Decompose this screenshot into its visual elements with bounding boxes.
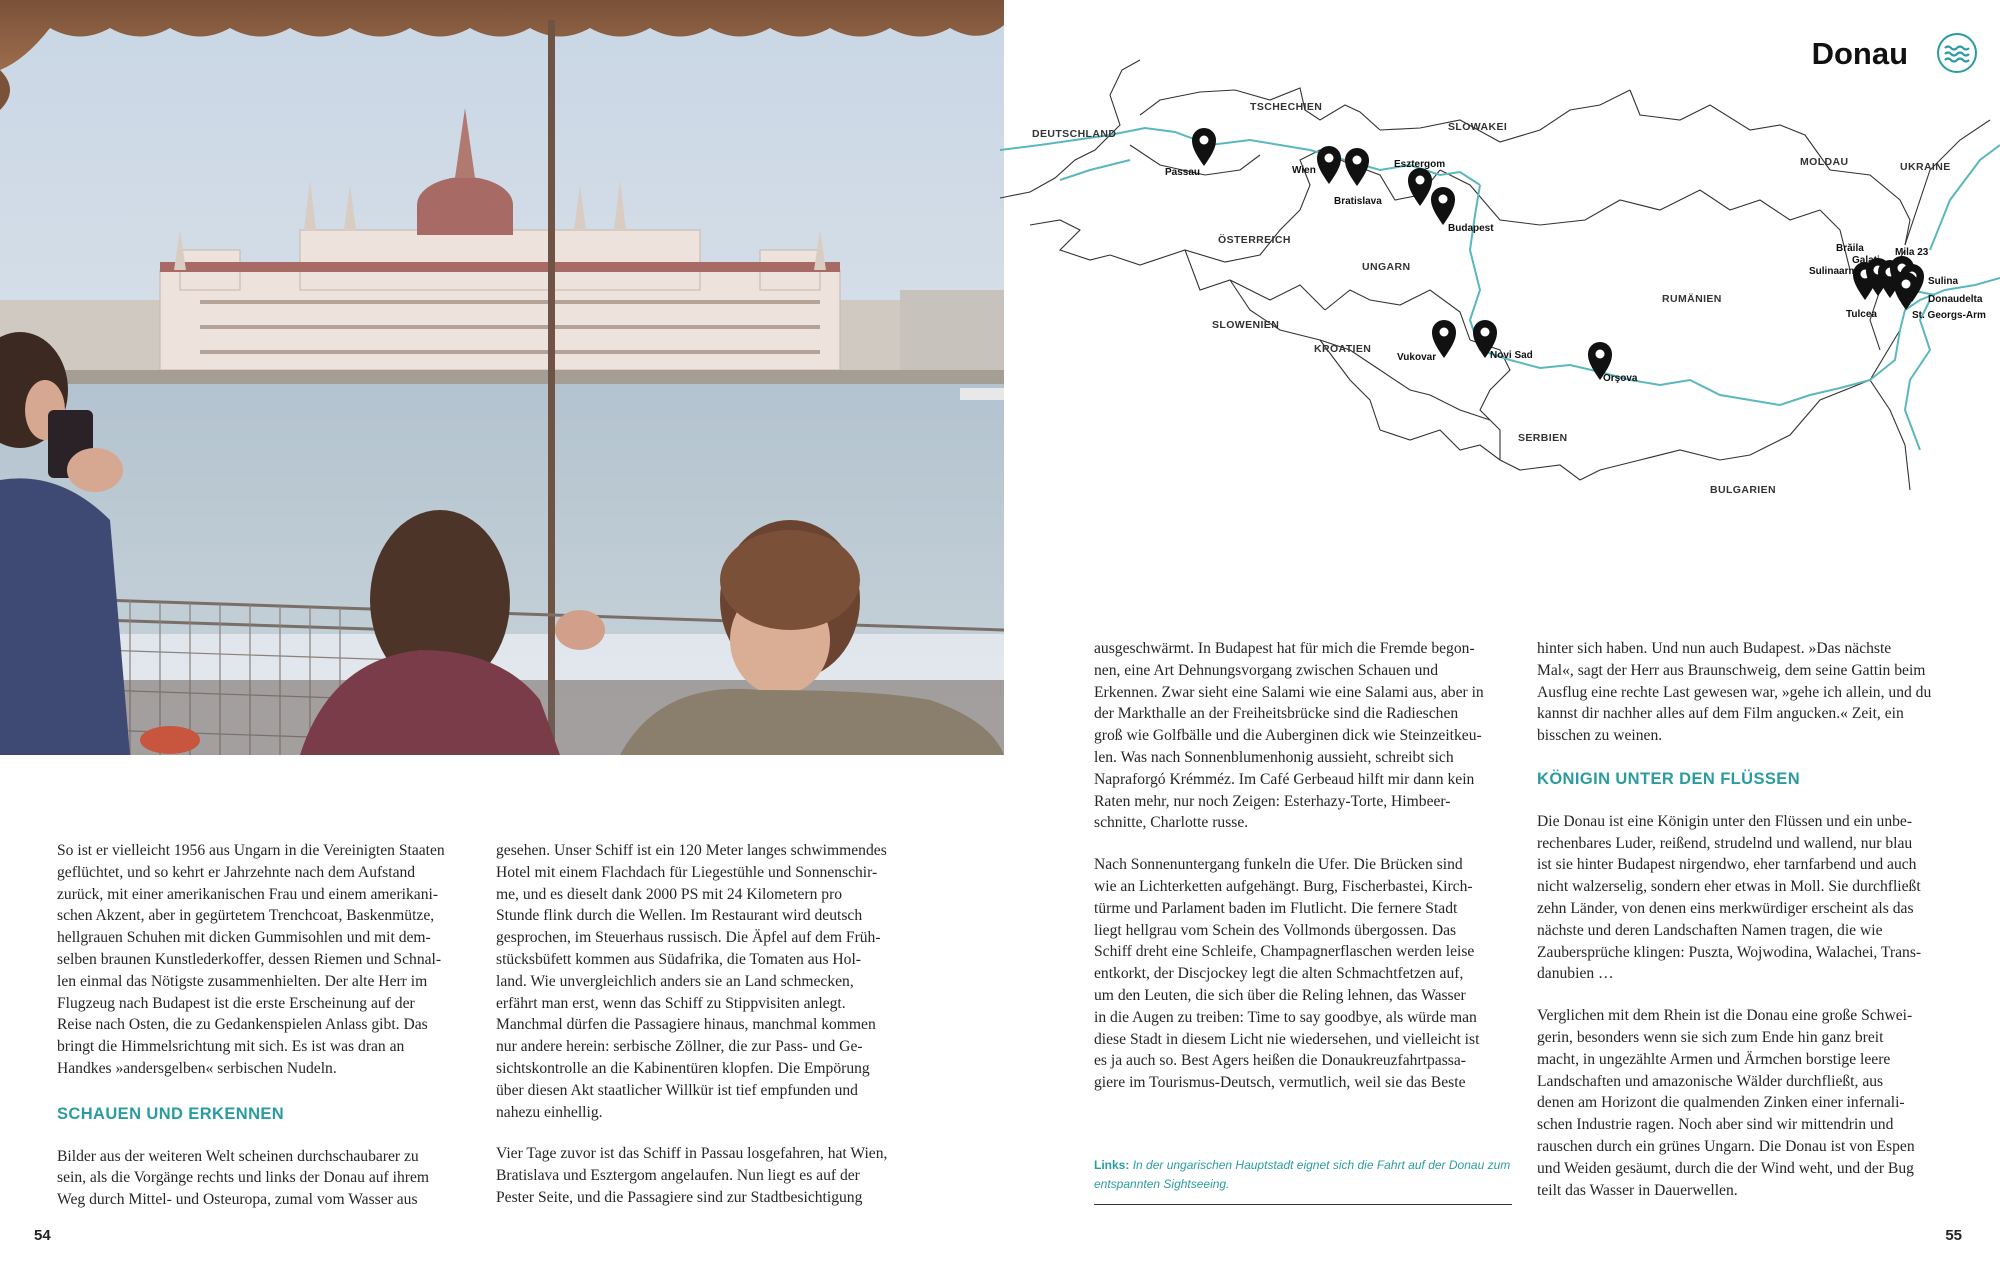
paragraph: Die Donau ist eine Königin unter den Flüssen und ein unbe- rechenbares Luder, reißend, strudelnd und wallend, nur blau ist sie hinter Budapest nirgendwo, eher tarnfarbend und auch nicht walzerselig, sondern eher etwas in Moll. Sie durchfließt zehn Länder, von denen eins merkwürdiger erscheint als das nächste und deren Landschaften Namen tragen, die wie Zaubersprüche klingen: Puszta, Wojwodina, Walachei, Trans- danubien … xyxy=(1537,812,1922,983)
paragraph: Verglichen mit dem Rhein ist die Donau eine große Schwei- gerin, besonders wenn sie sich zum Ende hin ganz breit macht, in ungezählte Armen und Ärmchen borstige leere Landschaften und amazonische Wälder durchfließt, aus denen am Horizont die qualmenden Zinken einer infernali- schen Industrie ragen. Noch aber sind wir mittendrin und rauschen durch ein grünes Ungarn. Die Donau ist von Espen und Weiden gesäumt, durch die der Wind weht, und der Bug teilt das Wasser in Dauerwellen. xyxy=(1537,1007,1915,1199)
city-label: Passau xyxy=(1165,167,1201,178)
map-pin-icon xyxy=(1345,148,1369,186)
page-title: Donau xyxy=(1811,36,1908,71)
section-heading: SCHAUEN UND ERKENNEN xyxy=(57,1104,285,1123)
city-label: Novi Sad xyxy=(1490,350,1533,361)
section-heading: KÖNIGIN UNTER DEN FLÜSSEN xyxy=(1537,769,1801,788)
city-label: Budapest xyxy=(1448,223,1494,234)
city-label: Esztergom xyxy=(1394,159,1446,170)
paragraph: gesehen. Unser Schiff ist ein 120 Meter langes schwimmendes Hotel mit einem Flachdach für Liegestühle und Sonnenschir- me, und es dieselt dank 2000 PS mit 24 Kilometern pro Stunde flink durch die Wellen. Im Restaurant wird deutsch gesprochen, im Steuerhaus russisch. Die Äpfel auf dem Früh- stücksbüfett kommen aus Südafrika, die Tomaten aus Hol- land. Wie unvergleichlich anders sie an Land schmecken, erfährt man erst, wenn das Schiff zu Stippvisiten anlegt. Manchmal dürfen die Passagiere hinaus, manchmal kommen nur andere herein: serbische Zöllner, die zur Pass- und Ge- sichtskontrolle an die Kabinentüren klopfen. Die Empörung über diesen Akt staatlicher Willkür ist tief empfunden und nahezu einhellig. xyxy=(496,842,887,1121)
country-label: SLOWAKEI xyxy=(1448,121,1508,133)
photo-illustration xyxy=(0,0,1004,755)
country-labels xyxy=(1032,101,1951,496)
country-label: KROATIEN xyxy=(1314,343,1372,355)
city-label: St. Georgs-Arm xyxy=(1912,310,1986,321)
country-label: DEUTSCHLAND xyxy=(1032,128,1117,140)
map-pin-icon xyxy=(1431,187,1455,225)
city-label: Brăila xyxy=(1836,243,1864,254)
budapest-parliament-photo xyxy=(0,0,1004,755)
danube-route-map xyxy=(1000,50,2000,570)
city-label: Galaţi xyxy=(1852,255,1880,266)
map-pin-icon xyxy=(1317,146,1341,184)
country-label: MOLDAU xyxy=(1800,156,1849,168)
text-column-2 xyxy=(496,840,926,1229)
country-label: BULGARIEN xyxy=(1710,484,1777,496)
page-number-right: 55 xyxy=(1945,1227,1962,1244)
paragraph: ausgeschwärmt. In Budapest hat für mich die Fremde begon- nen, eine Art Dehnungsvorgang zwischen Schauen und Erkennen. Zwar sieht eine Salami wie eine Salami aus, aber in der Markthalle an der Freiheitsbrücke sind die Radieschen groß wie Golfbälle und die Auberginen dick wie Steinzeitkeu- len. Was nach Sonnenblumenhonig aussieht, schreibt sich Napraforgó Krémméz. Im Café Gerbeaud hilft mir dann kein Raten mehr, nur noch Zeigen: Esterhazy-Torte, Himbeer- schnitte, Charlotte russe. xyxy=(1094,640,1484,832)
city-label: Sulinaarm xyxy=(1809,266,1858,277)
country-label: SERBIEN xyxy=(1518,432,1568,444)
caption-label: Links: xyxy=(1094,1158,1130,1172)
paragraph: hinter sich haben. Und nun auch Budapest. »Das nächste Mal«, sagt der Herr aus Braunschweig, dem seine Gattin beim Ausflug eine rechte Last gewesen war, »gehe ich allein, und du kannst dir nachher alles auf dem Film angucken.« Zeit, ein bisschen zu weinen. xyxy=(1537,640,1932,745)
page-number-left: 54 xyxy=(34,1227,51,1244)
country-label: ÖSTERREICH xyxy=(1218,234,1291,246)
city-label: Donaudelta xyxy=(1928,294,1983,305)
city-label: Tulcea xyxy=(1846,309,1877,320)
city-label: Vukovar xyxy=(1397,352,1437,363)
paragraph: Vier Tage zuvor ist das Schiff in Passau losgefahren, hat Wien, Bratislava und Esztergom angelaufen. Nun liegt es auf der Pester Seite, und die Passagiere sind zur Stadtbesichtigung xyxy=(496,1145,888,1206)
text-column-3 xyxy=(1094,638,1524,1114)
country-label: UNGARN xyxy=(1362,261,1411,273)
city-label: Bratislava xyxy=(1334,196,1382,207)
map-pin-icon xyxy=(1408,168,1432,206)
country-label: SLOWENIEN xyxy=(1212,319,1280,331)
text-column-1 xyxy=(57,840,477,1231)
city-label: Mila 23 xyxy=(1895,247,1929,258)
country-label: TSCHECHIEN xyxy=(1250,101,1323,113)
paragraph: Nach Sonnenuntergang funkeln die Ufer. Die Brücken sind wie an Lichterketten aufgehängt. Burg, Fischerbastei, Kirch- türme und Parlament baden im Flutlicht. Die fernere Stadt liegt hellgrau vom Schein des Vollmonds übergossen. Das Schiff dreht eine Schleife, Champagnerflaschen werden leise entkorkt, der Discjockey legt die alten Schmachtfetzen auf, um den Leuten, die sich über die Reling lehnen, das Wasser in die Augen zu treiben: Time to say goodbye, als würde man diese Stadt in diesem Licht nie wiedersehen, und vielleicht ist es ja auch so. Best Agers heißen die Donaukreuzfahrtpassa- giere im Tourismus-Deutsch, vermutlich, weil sie das Beste xyxy=(1094,856,1480,1092)
paragraph: Bilder aus der weiteren Welt scheinen durchschaubarer zu sein, als die Vorgänge rechts und links der Donau auf ihrem Weg durch Mittel- und Osteuropa, zumal vom Wasser aus xyxy=(57,1147,430,1209)
paragraph: So ist er vielleicht 1956 aus Ungarn in die Vereinigten Staaten geflüchtet, und so kehrt er Jahrzehnte nach dem Aufstand zurück, mit einer amerikanischen Frau und einem amerikani- schen Akzent, aber in gegürtetem Trenchcoat, Baskenmütze, hellgrauen Schuhen mit dicken Gummisohlen und mit dem- selben braunen Kunstlederkoffer, dessen Riemen und Schnal- len einmal das Nötigste zusammenhielten. Der alte Herr im Flugzeug nach Budapest ist die erste Erscheinung auf der Reise nach Osten, die zu Gedankenspielen Anlass gibt. Das bringt die Himmelsrichtung mit sich. Es ist was dran an Handkes »andersgelben« serbischen Nudeln. xyxy=(57,842,445,1077)
map-pin-icon xyxy=(1192,128,1216,166)
photo-caption xyxy=(1094,1156,1512,1205)
city-label: Wien xyxy=(1292,165,1316,176)
text-column-4 xyxy=(1537,638,1977,1221)
right-page xyxy=(1000,0,2000,1261)
city-label: Orşova xyxy=(1603,373,1638,384)
country-label: UKRAINE xyxy=(1900,161,1951,173)
country-label: RUMÄNIEN xyxy=(1662,293,1722,305)
caption-text: In der ungarischen Hauptstadt eignet sich die Fahrt auf der Donau zum entspannten Sightseeing. xyxy=(1094,1158,1511,1191)
city-label: Sulina xyxy=(1928,276,1959,287)
